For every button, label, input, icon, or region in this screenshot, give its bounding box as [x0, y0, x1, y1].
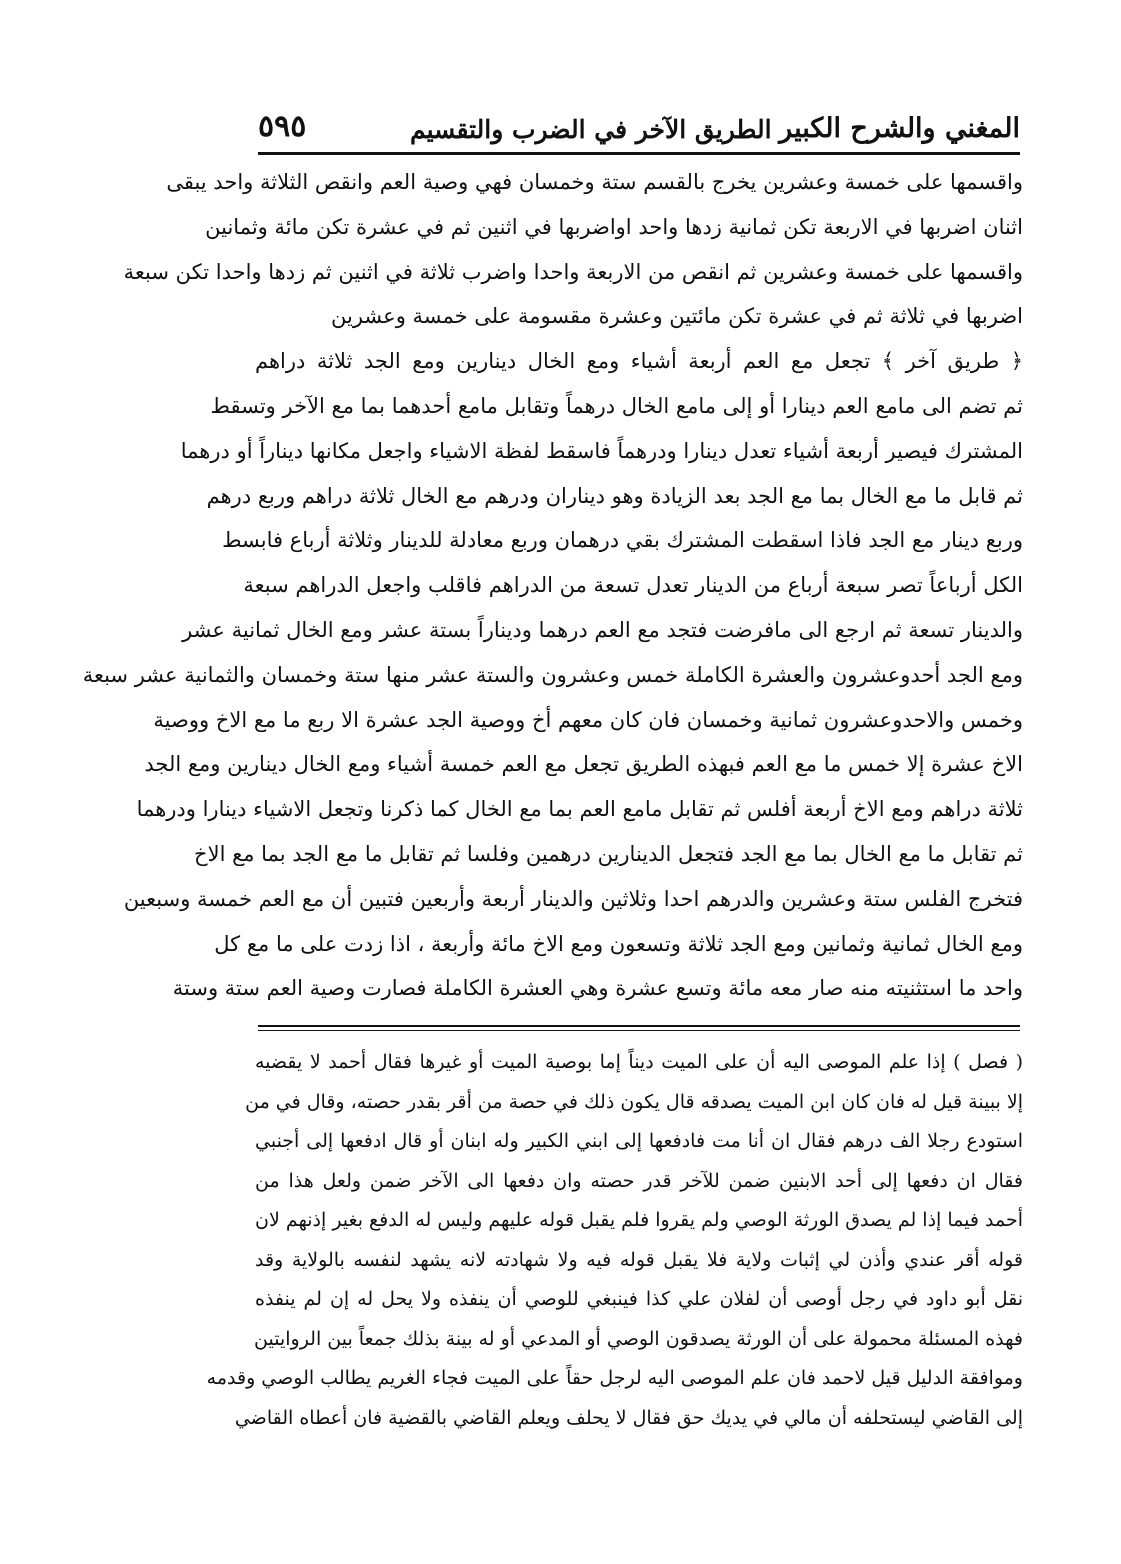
- footnote-line: إلا ببينة قيل له فان كان ابن الميت يصدقه قال يكون ذلك في حصة من أقر بقدر حصته، وقال في من: [245, 1090, 1023, 1113]
- footnote-line: ( فصل ) إذا علم الموصى اليه أن على الميت ديناً إما بوصية الميت أو غيرها فقال أحمد لا يقضيه: [255, 1051, 1023, 1073]
- main-text-block: [82, 160, 1023, 1011]
- running-section-title: الطريق الآخر في الضرب والتقسيم: [409, 115, 772, 144]
- footnote-line: نقل أبو داود في رجل أوصى أن لفلان علي كذا فينبغي للوصي أن ينفذه ولا يحل له إن لم ينفذه: [255, 1288, 1023, 1310]
- text-line: المشترك فيصير أربعة أشياء تعدل دينارا ودرهماً فاسقط لفظة الاشياء واجعل مكانها ديناراً أو درهما: [180, 438, 1023, 463]
- footnote-rule: [258, 1025, 1020, 1027]
- text-line: فتخرج الفلس ستة وعشرين والدرهم احدا وثلاثين والدينار أربعة وأربعين فتبين أن مع العم خمسة وسبعين: [123, 886, 1023, 911]
- text-line: ثم تقابل ما مع الخال بما مع الجد فتجعل الدينارين درهمين وفلسا ثم تقابل ما مع الجد بما مع الاخ: [194, 841, 1023, 866]
- text-line: ومع الجد أحدوعشرون والعشرة الكاملة خمس وعشرون والستة عشر منها ستة وخمسان والثمانية عشر سبعة: [82, 662, 1023, 687]
- footnote-line: إلى القاضي ليستحلفه أن مالي في يديك حق فقال لا يحلف ويعلم القاضي بالقضية فان أعطاه القاضي: [234, 1406, 1023, 1429]
- text-line: وربع دينار مع الجد فاذا اسقطت المشترك بقي درهمان وربع معادلة للدينار وثلاثة أرباع فابسط: [222, 528, 1023, 553]
- text-line: واقسمها على خمسة وعشرين ثم انقص من الاربعة واحدا واضرب ثلاثة في اثنين ثم زدها واحدا تكن سبعة: [123, 259, 1023, 284]
- footnote-line: فهذه المسئلة محمولة على أن الورثة يصدقون الوصي أو المدعي أو له بينة بذلك جمعاً بين الروايتين: [254, 1327, 1023, 1350]
- text-line: الكل أرباعاً تصر سبعة أرباع من الدينار تعدل تسعة من الدراهم فاقلب واجعل الدراهم سبعة: [243, 573, 1023, 598]
- text-line: واحد ما استثنيته منه صار معه مائة وتسع عشرة وهي العشرة الكاملة فصارت وصية العم ستة وستة: [172, 976, 1023, 1001]
- text-line: ﴿ طريق آخر ﴾ تجعل مع العم أربعة أشياء ومع الخال دينارين ومع الجد ثلاثة دراهم: [255, 349, 1023, 374]
- footnote-line: أحمد فيما إذا لم يصدق الورثة الوصي ولم يقروا فلم يقبل قوله عليهم وليس له الدفع بغير إذنهم لان: [255, 1209, 1023, 1231]
- page-number: ٥٩٥: [258, 109, 307, 144]
- text-line: ثم قابل ما مع الخال بما مع الجد بعد الزيادة وهو ديناران ودرهم مع الخال ثلاثة دراهم وربع درهم: [206, 483, 1023, 508]
- text-line: ومع الخال ثمانية وثمانين ومع الجد ثلاثة وتسعون ومع الاخ مائة وأربعة ، اذا زدت على ما مع كل: [214, 931, 1023, 956]
- running-book-title: المغني والشرح الكبير: [779, 113, 1020, 144]
- footnote-line: فقال ان دفعها إلى أحد الابنين ضمن للآخر قدر حصته وان دفعها الى الآخر ضمن ولعل هذا من: [255, 1169, 1023, 1192]
- footnote-line: قوله أقر عندي وأذن لي إثبات ولاية فلا يقبل قوله فيه ولا شهادته لانه يشهد لنفسه بالولاية وقد: [255, 1248, 1023, 1271]
- text-line: وخمس والاحدوعشرون ثمانية وخمسان فان كان معهم أخ ووصية الجد عشرة الا ربع ما مع الاخ ووصية: [153, 707, 1023, 732]
- text-line: واقسمها على خمسة وعشرين يخرج بالقسم ستة وخمسان فهي وصية العم وانقص الثلاثة واحد يبقى: [166, 170, 1023, 194]
- footnote-line: وموافقة الدليل قيل لاحمد فان علم الموصى اليه لرجل حقاً على الميت فجاء الغريم يطالب الوصي وقدمه: [206, 1367, 1023, 1389]
- text-line: الاخ عشرة إلا خمس ما مع العم فبهذه الطريق تجعل مع العم خمسة أشياء ومع الخال دينارين ومع الجد: [144, 752, 1023, 777]
- text-line: والدينار تسعة ثم ارجع الى مافرضت فتجد مع العم درهما وديناراً بستة عشر ومع الخال ثمانية عشر: [182, 617, 1023, 642]
- header-rule: [258, 152, 1020, 155]
- footnote-line: استودع رجلا الف درهم فقال ان أنا مت فادفعها إلى ابني الكبير وله ابنان أو قال ادفعها إلى أجنبي: [255, 1130, 1023, 1152]
- text-line: اثنان اضربها في الاربعة تكن ثمانية زدها واحد اواضربها في اثنين ثم في عشرة تكن مائة وثمانين: [205, 214, 1023, 239]
- page-header: [258, 100, 1020, 144]
- text-line: ثم تضم الى مامع العم دينارا أو إلى مامع الخال درهماً وتقابل مامع أحدهما بما مع الآخر وتسقط: [210, 393, 1023, 418]
- text-line: ثلاثة دراهم ومع الاخ أربعة أفلس ثم تقابل مامع العم بما مع الخال كما ذكرنا وتجعل الاشياء دينارا ودرهما: [136, 797, 1023, 822]
- footnote-rule-thin: [258, 1030, 1020, 1031]
- footnote-text-block: [206, 1043, 1023, 1438]
- text-line: اضربها في ثلاثة ثم في عشرة تكن مائتين وعشرة مقسومة على خمسة وعشرين: [331, 304, 1023, 329]
